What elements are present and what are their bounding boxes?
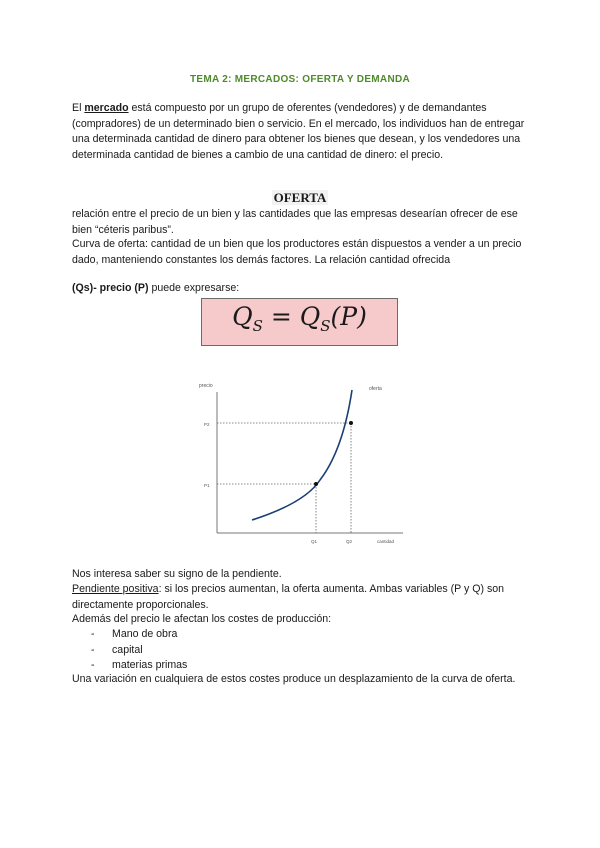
list-item: - materias primas [91,658,551,674]
expression-bold: (Qs)- precio (P) [72,282,149,294]
curve-definition: Curva de oferta: cantidad de un bien que los productores están dispuestos a vender a un precio dado, manteniendo constantes los demás factores. La relación cantidad ofrecida [72,238,522,266]
slope-sign: Nos interesa saber su signo de la pendiente. [72,568,282,580]
intro-paragraph [72,101,532,163]
q-high-label: Q2 [346,539,353,544]
positive-slope-label: Pendiente positiva [72,583,159,595]
supply-graph [195,378,410,550]
point-high [349,421,353,425]
supply-curve [252,390,352,520]
costs-list [91,627,551,674]
costs-intro: Además del precio le afectan los costes de producción: [72,613,332,625]
formula-text: $Q_S = Q_S(P)$ [232,302,367,336]
list-item: - capital [91,643,551,659]
page-title: TEMA 2: MERCADOS: OFERTA Y DEMANDA [189,74,411,85]
q-low-label: Q1 [311,539,318,544]
intro-body: está compuesto por un grupo de oferentes (vendedores) y de demandantes (compradores) de un determinado bien o servicio. En el mercado, los individuos han de entregar una determinada cantidad de dinero para obtener los bienes que desean, y los vendedores una determinada cantidad de bienes a cambio de una cantidad de dinero: el precio. [72,102,525,161]
conclusion: Una variación en cualquiera de estos costes produce un desplazamiento de la curva de oferta. [72,673,516,685]
oferta-definition: relación entre el precio de un bien y las cantidades que las empresas desearían ofrecer de ese bien “céteris paribus”. [72,208,518,236]
section-heading-oferta: OFERTA [273,190,327,205]
positive-slope-paragraph [72,582,532,613]
p-high-label: P2 [204,422,210,427]
list-item: - Mano de obra [91,627,551,643]
x-axis-label: cantidad [377,539,395,544]
y-axis-label: precio [199,383,213,389]
curve-label: oferta [369,386,382,392]
expression-intro [72,281,532,297]
supply-formula [201,298,398,346]
expression-rest: puede expresarse: [148,282,240,294]
point-low [314,482,318,486]
intro-pre: El [72,102,85,114]
positive-slope-text: : si los precios aumentan, la oferta aumenta. Ambas variables (P y Q) son directamente proporcionales. [72,583,505,611]
keyword-mercado: mercado [84,102,129,114]
p-low-label: P1 [204,483,210,488]
